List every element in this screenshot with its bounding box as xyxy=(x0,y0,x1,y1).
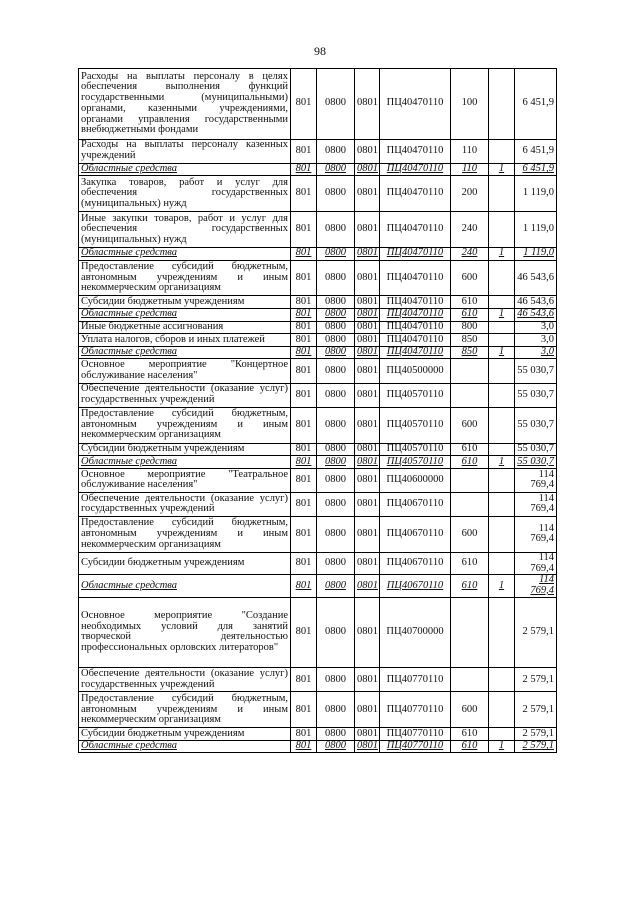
table-row xyxy=(79,334,557,347)
target-article-cell: ПЦ40470110 xyxy=(380,346,451,359)
table-row xyxy=(79,552,557,574)
source-code-cell: 1 xyxy=(489,456,515,469)
subsection-code-cell: 0801 xyxy=(355,728,380,741)
target-article-cell: ПЦ40500000 xyxy=(380,359,451,383)
expense-type-cell: 610 xyxy=(451,740,489,753)
ministry-code-cell: 801 xyxy=(291,597,317,668)
amount-cell: 2 579,1 xyxy=(515,692,557,728)
table-row xyxy=(79,212,557,248)
section-code-cell: 0800 xyxy=(317,296,355,309)
source-code-cell xyxy=(489,552,515,574)
source-code-cell: 1 xyxy=(489,346,515,359)
source-code-cell xyxy=(489,492,515,516)
section-code-cell: 0800 xyxy=(317,247,355,260)
source-code-cell xyxy=(489,139,515,163)
ministry-code-cell: 801 xyxy=(291,359,317,383)
source-code-cell xyxy=(489,212,515,248)
description-cell: Уплата налогов, сборов и иных платежей xyxy=(79,334,291,347)
description-cell: Областные средства xyxy=(79,163,291,176)
description-cell: Предоставление субсидий бюджетным, автономным учреждениям и иным некоммерческим организациям xyxy=(79,407,291,443)
subsection-code-cell: 0801 xyxy=(355,443,380,456)
source-code-cell: 1 xyxy=(489,575,515,597)
amount-cell: 46 543,6 xyxy=(515,260,557,296)
section-code-cell: 0800 xyxy=(317,468,355,492)
expense-type-cell: 100 xyxy=(451,69,489,140)
table-row xyxy=(79,443,557,456)
subsection-code-cell: 0801 xyxy=(355,308,380,321)
description-cell: Субсидии бюджетным учреждениям xyxy=(79,728,291,741)
target-article-cell: ПЦ40470110 xyxy=(380,334,451,347)
table-row xyxy=(79,260,557,296)
ministry-code-cell: 801 xyxy=(291,728,317,741)
target-article-cell: ПЦ40670110 xyxy=(380,492,451,516)
table-row xyxy=(79,728,557,741)
target-article-cell: ПЦ40470110 xyxy=(380,321,451,334)
description-cell: Предоставление субсидий бюджетным, автономным учреждениям и иным некоммерческим организациям xyxy=(79,692,291,728)
page-number: 98 xyxy=(314,44,326,58)
table-row xyxy=(79,247,557,260)
ministry-code-cell: 801 xyxy=(291,692,317,728)
target-article-cell: ПЦ40470110 xyxy=(380,163,451,176)
section-code-cell: 0800 xyxy=(317,163,355,176)
description-cell: Расходы на выплаты персоналу казенных учреждений xyxy=(79,139,291,163)
amount-cell: 114 769,4 xyxy=(515,492,557,516)
target-article-cell: ПЦ40470110 xyxy=(380,69,451,140)
expense-type-cell: 600 xyxy=(451,407,489,443)
amount-cell: 2 579,1 xyxy=(515,740,557,753)
source-code-cell xyxy=(489,597,515,668)
subsection-code-cell: 0801 xyxy=(355,247,380,260)
amount-cell: 3,0 xyxy=(515,334,557,347)
subsection-code-cell: 0801 xyxy=(355,346,380,359)
target-article-cell: ПЦ40470110 xyxy=(380,308,451,321)
target-article-cell: ПЦ40600000 xyxy=(380,468,451,492)
ministry-code-cell: 801 xyxy=(291,176,317,212)
amount-cell: 55 030,7 xyxy=(515,359,557,383)
target-article-cell: ПЦ40670110 xyxy=(380,517,451,553)
target-article-cell: ПЦ40470110 xyxy=(380,296,451,309)
source-code-cell xyxy=(489,692,515,728)
ministry-code-cell: 801 xyxy=(291,247,317,260)
ministry-code-cell: 801 xyxy=(291,163,317,176)
description-cell: Основное мероприятие "Создание необходимых условий для занятий творческой деятельностью профессиональных орловских литераторов" xyxy=(79,597,291,668)
target-article-cell: ПЦ40570110 xyxy=(380,456,451,469)
source-code-cell xyxy=(489,443,515,456)
table-row xyxy=(79,456,557,469)
subsection-code-cell: 0801 xyxy=(355,597,380,668)
source-code-cell xyxy=(489,260,515,296)
description-cell: Иные бюджетные ассигнования xyxy=(79,321,291,334)
subsection-code-cell: 0801 xyxy=(355,321,380,334)
ministry-code-cell: 801 xyxy=(291,212,317,248)
table-row xyxy=(79,407,557,443)
ministry-code-cell: 801 xyxy=(291,334,317,347)
ministry-code-cell: 801 xyxy=(291,492,317,516)
target-article-cell: ПЦ40570110 xyxy=(380,443,451,456)
section-code-cell: 0800 xyxy=(317,176,355,212)
subsection-code-cell: 0801 xyxy=(355,383,380,407)
subsection-code-cell: 0801 xyxy=(355,69,380,140)
description-cell: Областные средства xyxy=(79,456,291,469)
table-row xyxy=(79,296,557,309)
description-cell: Областные средства xyxy=(79,346,291,359)
table-row xyxy=(79,468,557,492)
expense-type-cell: 610 xyxy=(451,456,489,469)
description-cell: Предоставление субсидий бюджетным, автономным учреждениям и иным некоммерческим организациям xyxy=(79,260,291,296)
target-article-cell: ПЦ40670110 xyxy=(380,552,451,574)
expense-type-cell: 600 xyxy=(451,260,489,296)
source-code-cell xyxy=(489,321,515,334)
target-article-cell: ПЦ40470110 xyxy=(380,260,451,296)
ministry-code-cell: 801 xyxy=(291,575,317,597)
expense-type-cell: 610 xyxy=(451,575,489,597)
source-code-cell xyxy=(489,407,515,443)
ministry-code-cell: 801 xyxy=(291,69,317,140)
table-row xyxy=(79,308,557,321)
target-article-cell: ПЦ40770110 xyxy=(380,728,451,741)
amount-cell: 6 451,9 xyxy=(515,69,557,140)
expense-type-cell: 600 xyxy=(451,517,489,553)
ministry-code-cell: 801 xyxy=(291,321,317,334)
expense-type-cell xyxy=(451,597,489,668)
section-code-cell: 0800 xyxy=(317,668,355,692)
expense-type-cell: 850 xyxy=(451,334,489,347)
ministry-code-cell: 801 xyxy=(291,383,317,407)
subsection-code-cell: 0801 xyxy=(355,517,380,553)
target-article-cell: ПЦ40470110 xyxy=(380,139,451,163)
subsection-code-cell: 0801 xyxy=(355,692,380,728)
source-code-cell xyxy=(489,468,515,492)
section-code-cell: 0800 xyxy=(317,69,355,140)
subsection-code-cell: 0801 xyxy=(355,468,380,492)
ministry-code-cell: 801 xyxy=(291,552,317,574)
description-cell: Субсидии бюджетным учреждениям xyxy=(79,552,291,574)
amount-cell: 3,0 xyxy=(515,346,557,359)
table-row xyxy=(79,163,557,176)
section-code-cell: 0800 xyxy=(317,597,355,668)
subsection-code-cell: 0801 xyxy=(355,260,380,296)
target-article-cell: ПЦ40570110 xyxy=(380,407,451,443)
section-code-cell: 0800 xyxy=(317,334,355,347)
section-code-cell: 0800 xyxy=(317,321,355,334)
source-code-cell xyxy=(489,69,515,140)
description-cell: Обеспечение деятельности (оказание услуг) государственных учреждений xyxy=(79,492,291,516)
subsection-code-cell: 0801 xyxy=(355,176,380,212)
ministry-code-cell: 801 xyxy=(291,407,317,443)
amount-cell: 55 030,7 xyxy=(515,407,557,443)
description-cell: Предоставление субсидий бюджетным, автономным учреждениям и иным некоммерческим организациям xyxy=(79,517,291,553)
ministry-code-cell: 801 xyxy=(291,468,317,492)
section-code-cell: 0800 xyxy=(317,260,355,296)
source-code-cell xyxy=(489,728,515,741)
amount-cell: 46 543,6 xyxy=(515,308,557,321)
source-code-cell xyxy=(489,176,515,212)
subsection-code-cell: 0801 xyxy=(355,407,380,443)
amount-cell: 1 119,0 xyxy=(515,212,557,248)
section-code-cell: 0800 xyxy=(317,575,355,597)
amount-cell: 2 579,1 xyxy=(515,597,557,668)
amount-cell: 114 769,4 xyxy=(515,468,557,492)
amount-cell: 114 769,4 xyxy=(515,552,557,574)
section-code-cell: 0800 xyxy=(317,740,355,753)
description-cell: Областные средства xyxy=(79,247,291,260)
expense-type-cell xyxy=(451,359,489,383)
section-code-cell: 0800 xyxy=(317,552,355,574)
amount-cell: 55 030,7 xyxy=(515,456,557,469)
description-cell: Основное мероприятие "Концертное обслуживание населения" xyxy=(79,359,291,383)
source-code-cell xyxy=(489,517,515,553)
amount-cell: 114 769,4 xyxy=(515,517,557,553)
subsection-code-cell: 0801 xyxy=(355,334,380,347)
subsection-code-cell: 0801 xyxy=(355,163,380,176)
description-cell: Расходы на выплаты персоналу в целях обеспечения выполнения функций государственными (муниципальными) органами, казенными учреждениями, органами управления государственными внебюджетными фондами xyxy=(79,69,291,140)
amount-cell: 6 451,9 xyxy=(515,139,557,163)
expense-type-cell: 610 xyxy=(451,308,489,321)
subsection-code-cell: 0801 xyxy=(355,668,380,692)
description-cell: Областные средства xyxy=(79,740,291,753)
section-code-cell: 0800 xyxy=(317,139,355,163)
section-code-cell: 0800 xyxy=(317,383,355,407)
amount-cell: 55 030,7 xyxy=(515,443,557,456)
amount-cell: 1 119,0 xyxy=(515,247,557,260)
table-row xyxy=(79,69,557,140)
expense-type-cell xyxy=(451,383,489,407)
table-row xyxy=(79,575,557,597)
description-cell: Закупка товаров, работ и услуг для обеспечения государственных (муниципальных) нужд xyxy=(79,176,291,212)
expense-type-cell: 610 xyxy=(451,296,489,309)
source-code-cell: 1 xyxy=(489,740,515,753)
expense-type-cell xyxy=(451,668,489,692)
target-article-cell: ПЦ40470110 xyxy=(380,176,451,212)
subsection-code-cell: 0801 xyxy=(355,492,380,516)
table-row xyxy=(79,321,557,334)
amount-cell: 6 451,9 xyxy=(515,163,557,176)
description-cell: Субсидии бюджетным учреждениям xyxy=(79,443,291,456)
expense-type-cell: 610 xyxy=(451,728,489,741)
amount-cell: 2 579,1 xyxy=(515,668,557,692)
table-row xyxy=(79,692,557,728)
ministry-code-cell: 801 xyxy=(291,296,317,309)
subsection-code-cell: 0801 xyxy=(355,575,380,597)
section-code-cell: 0800 xyxy=(317,517,355,553)
table-row xyxy=(79,492,557,516)
expense-type-cell xyxy=(451,492,489,516)
table-row xyxy=(79,383,557,407)
ministry-code-cell: 801 xyxy=(291,456,317,469)
description-cell: Субсидии бюджетным учреждениям xyxy=(79,296,291,309)
subsection-code-cell: 0801 xyxy=(355,740,380,753)
target-article-cell: ПЦ40700000 xyxy=(380,597,451,668)
target-article-cell: ПЦ40770110 xyxy=(380,740,451,753)
section-code-cell: 0800 xyxy=(317,359,355,383)
table-row xyxy=(79,176,557,212)
subsection-code-cell: 0801 xyxy=(355,212,380,248)
table-row xyxy=(79,359,557,383)
table-row xyxy=(79,139,557,163)
subsection-code-cell: 0801 xyxy=(355,359,380,383)
target-article-cell: ПЦ40670110 xyxy=(380,575,451,597)
ministry-code-cell: 801 xyxy=(291,740,317,753)
target-article-cell: ПЦ40570110 xyxy=(380,383,451,407)
source-code-cell: 1 xyxy=(489,247,515,260)
ministry-code-cell: 801 xyxy=(291,260,317,296)
expense-type-cell: 240 xyxy=(451,247,489,260)
expense-type-cell xyxy=(451,468,489,492)
ministry-code-cell: 801 xyxy=(291,139,317,163)
source-code-cell xyxy=(489,359,515,383)
expense-type-cell: 850 xyxy=(451,346,489,359)
section-code-cell: 0800 xyxy=(317,346,355,359)
description-cell: Областные средства xyxy=(79,308,291,321)
section-code-cell: 0800 xyxy=(317,407,355,443)
target-article-cell: ПЦ40770110 xyxy=(380,692,451,728)
section-code-cell: 0800 xyxy=(317,443,355,456)
expense-type-cell: 610 xyxy=(451,552,489,574)
amount-cell: 1 119,0 xyxy=(515,176,557,212)
section-code-cell: 0800 xyxy=(317,692,355,728)
description-cell: Иные закупки товаров, работ и услуг для обеспечения государственных (муниципальных) нужд xyxy=(79,212,291,248)
table-row xyxy=(79,668,557,692)
target-article-cell: ПЦ40470110 xyxy=(380,247,451,260)
expense-type-cell: 110 xyxy=(451,163,489,176)
source-code-cell xyxy=(489,334,515,347)
ministry-code-cell: 801 xyxy=(291,346,317,359)
description-cell: Обеспечение деятельности (оказание услуг) государственных учреждений xyxy=(79,668,291,692)
expense-type-cell: 200 xyxy=(451,176,489,212)
source-code-cell xyxy=(489,383,515,407)
amount-cell: 114 769,4 xyxy=(515,575,557,597)
expense-type-cell: 610 xyxy=(451,443,489,456)
section-code-cell: 0800 xyxy=(317,212,355,248)
section-code-cell: 0800 xyxy=(317,492,355,516)
ministry-code-cell: 801 xyxy=(291,443,317,456)
description-cell: Основное мероприятие "Театральное обслуживание населения" xyxy=(79,468,291,492)
subsection-code-cell: 0801 xyxy=(355,552,380,574)
source-code-cell: 1 xyxy=(489,308,515,321)
target-article-cell: ПЦ40470110 xyxy=(380,212,451,248)
table-row xyxy=(79,740,557,753)
expense-type-cell: 800 xyxy=(451,321,489,334)
amount-cell: 46 543,6 xyxy=(515,296,557,309)
source-code-cell xyxy=(489,296,515,309)
expense-type-cell: 240 xyxy=(451,212,489,248)
expense-type-cell: 110 xyxy=(451,139,489,163)
description-cell: Областные средства xyxy=(79,575,291,597)
subsection-code-cell: 0801 xyxy=(355,296,380,309)
description-cell: Обеспечение деятельности (оказание услуг) государственных учреждений xyxy=(79,383,291,407)
amount-cell: 55 030,7 xyxy=(515,383,557,407)
table-row xyxy=(79,346,557,359)
source-code-cell xyxy=(489,668,515,692)
ministry-code-cell: 801 xyxy=(291,308,317,321)
subsection-code-cell: 0801 xyxy=(355,456,380,469)
ministry-code-cell: 801 xyxy=(291,517,317,553)
table-row xyxy=(79,597,557,668)
target-article-cell: ПЦ40770110 xyxy=(380,668,451,692)
amount-cell: 3,0 xyxy=(515,321,557,334)
amount-cell: 2 579,1 xyxy=(515,728,557,741)
subsection-code-cell: 0801 xyxy=(355,139,380,163)
source-code-cell: 1 xyxy=(489,163,515,176)
budget-table xyxy=(78,68,557,753)
section-code-cell: 0800 xyxy=(317,456,355,469)
section-code-cell: 0800 xyxy=(317,728,355,741)
section-code-cell: 0800 xyxy=(317,308,355,321)
ministry-code-cell: 801 xyxy=(291,668,317,692)
table-row xyxy=(79,517,557,553)
expense-type-cell: 600 xyxy=(451,692,489,728)
